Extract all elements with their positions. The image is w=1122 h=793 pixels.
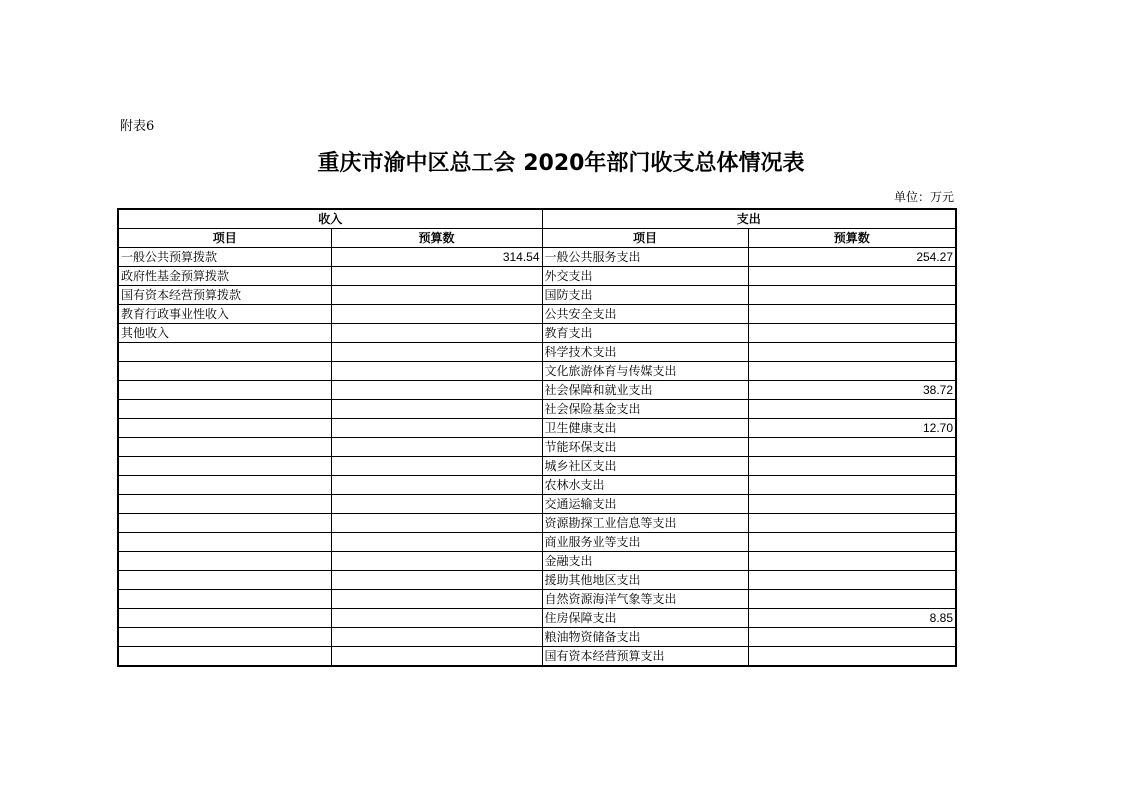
expense-value-cell (748, 552, 956, 571)
expense-item-cell: 社会保险基金支出 (542, 400, 748, 419)
table-row (118, 552, 956, 571)
expense-item-cell: 资源勘探工业信息等支出 (542, 514, 748, 533)
column-header-row (118, 229, 956, 248)
table-row (118, 362, 956, 381)
expense-item-cell: 自然资源海洋气象等支出 (542, 590, 748, 609)
expense-item-cell: 卫生健康支出 (542, 419, 748, 438)
income-item-cell (118, 400, 331, 419)
income-budget-header: 预算数 (331, 229, 542, 248)
expense-value-cell (748, 343, 956, 362)
expense-value-cell (748, 457, 956, 476)
table-row (118, 248, 956, 267)
income-value-cell (331, 400, 542, 419)
income-value-cell (331, 628, 542, 647)
income-value-cell (331, 267, 542, 286)
income-value-cell (331, 647, 542, 667)
income-value-cell (331, 609, 542, 628)
income-item-cell (118, 419, 331, 438)
expense-item-cell: 援助其他地区支出 (542, 571, 748, 590)
income-item-cell: 国有资本经营预算拨款 (118, 286, 331, 305)
income-item-cell (118, 609, 331, 628)
expense-item-cell: 外交支出 (542, 267, 748, 286)
income-item-cell (118, 552, 331, 571)
expense-value-cell (748, 495, 956, 514)
expense-value-cell (748, 533, 956, 552)
table-row (118, 267, 956, 286)
expense-item-cell: 住房保障支出 (542, 609, 748, 628)
expense-value-cell (748, 362, 956, 381)
table-row (118, 495, 956, 514)
expense-value-cell (748, 438, 956, 457)
table-row (118, 324, 956, 343)
expense-value-cell (748, 590, 956, 609)
income-value-cell (331, 419, 542, 438)
table-row (118, 628, 956, 647)
page-title: 重庆市渝中区总工会 2020年部门收支总体情况表 (317, 151, 805, 176)
income-item-cell (118, 476, 331, 495)
income-item-cell: 政府性基金预算拨款 (118, 267, 331, 286)
table-row (118, 343, 956, 362)
expense-value-cell (748, 400, 956, 419)
table-row (118, 381, 956, 400)
table-row (118, 647, 956, 667)
expense-item-cell: 交通运输支出 (542, 495, 748, 514)
table-row (118, 438, 956, 457)
table-row (118, 590, 956, 609)
income-item-cell (118, 514, 331, 533)
annex-label: 附表6 (120, 119, 155, 134)
unit-label: 单位：万元 (893, 190, 954, 204)
expense-value-cell (748, 476, 956, 495)
income-value-cell (331, 590, 542, 609)
income-item-cell (118, 362, 331, 381)
expense-item-cell: 教育支出 (542, 324, 748, 343)
expense-value-cell: 254.27 (748, 248, 956, 267)
table-row (118, 400, 956, 419)
expense-value-cell (748, 267, 956, 286)
expense-value-cell: 38.72 (748, 381, 956, 400)
expense-value-cell (748, 305, 956, 324)
expense-value-cell (748, 571, 956, 590)
table-row (118, 514, 956, 533)
income-value-cell (331, 514, 542, 533)
income-item-cell (118, 457, 331, 476)
income-value-cell (331, 571, 542, 590)
income-item-cell (118, 381, 331, 400)
table-row (118, 476, 956, 495)
income-value-cell (331, 381, 542, 400)
income-value-cell (331, 343, 542, 362)
expense-item-cell: 城乡社区支出 (542, 457, 748, 476)
expense-value-cell: 12.70 (748, 419, 956, 438)
expense-value-cell (748, 286, 956, 305)
expense-value-cell (748, 514, 956, 533)
income-value-cell (331, 324, 542, 343)
income-item-cell: 一般公共预算拨款 (118, 248, 331, 267)
income-item-cell (118, 343, 331, 362)
table-row (118, 609, 956, 628)
expense-item-cell: 粮油物资储备支出 (542, 628, 748, 647)
expense-item-cell: 国防支出 (542, 286, 748, 305)
expense-item-cell: 商业服务业等支出 (542, 533, 748, 552)
income-value-cell (331, 286, 542, 305)
expense-item-cell: 节能环保支出 (542, 438, 748, 457)
table-body (118, 248, 956, 667)
expense-item-cell: 一般公共服务支出 (542, 248, 748, 267)
income-value-cell (331, 305, 542, 324)
expense-item-cell: 农林水支出 (542, 476, 748, 495)
income-item-cell (118, 438, 331, 457)
expense-item-cell: 文化旅游体育与传媒支出 (542, 362, 748, 381)
income-item-cell (118, 647, 331, 667)
income-value-cell (331, 476, 542, 495)
expense-value-cell: 8.85 (748, 609, 956, 628)
table-row (118, 286, 956, 305)
income-item-cell: 其他收入 (118, 324, 331, 343)
expense-value-cell (748, 324, 956, 343)
income-value-cell (331, 552, 542, 571)
income-value-cell (331, 495, 542, 514)
section-header-row (118, 209, 956, 229)
budget-table (117, 208, 957, 667)
expense-item-cell: 社会保障和就业支出 (542, 381, 748, 400)
income-item-cell (118, 571, 331, 590)
expense-item-header: 项目 (542, 229, 748, 248)
table-row (118, 305, 956, 324)
expense-item-cell: 科学技术支出 (542, 343, 748, 362)
income-value-cell: 314.54 (331, 248, 542, 267)
table-row (118, 419, 956, 438)
table-row (118, 571, 956, 590)
income-item-cell: 教育行政事业性收入 (118, 305, 331, 324)
table-row (118, 533, 956, 552)
section-expense-header: 支出 (542, 209, 956, 229)
income-value-cell (331, 457, 542, 476)
income-item-cell (118, 533, 331, 552)
expense-item-cell: 国有资本经营预算支出 (542, 647, 748, 667)
expense-budget-header: 预算数 (748, 229, 956, 248)
expense-value-cell (748, 628, 956, 647)
income-value-cell (331, 438, 542, 457)
income-item-cell (118, 628, 331, 647)
income-value-cell (331, 362, 542, 381)
table-row (118, 457, 956, 476)
expense-value-cell (748, 647, 956, 667)
income-item-cell (118, 590, 331, 609)
expense-item-cell: 金融支出 (542, 552, 748, 571)
expense-item-cell: 公共安全支出 (542, 305, 748, 324)
income-item-header: 项目 (118, 229, 331, 248)
income-value-cell (331, 533, 542, 552)
income-item-cell (118, 495, 331, 514)
section-income-header: 收入 (118, 209, 542, 229)
